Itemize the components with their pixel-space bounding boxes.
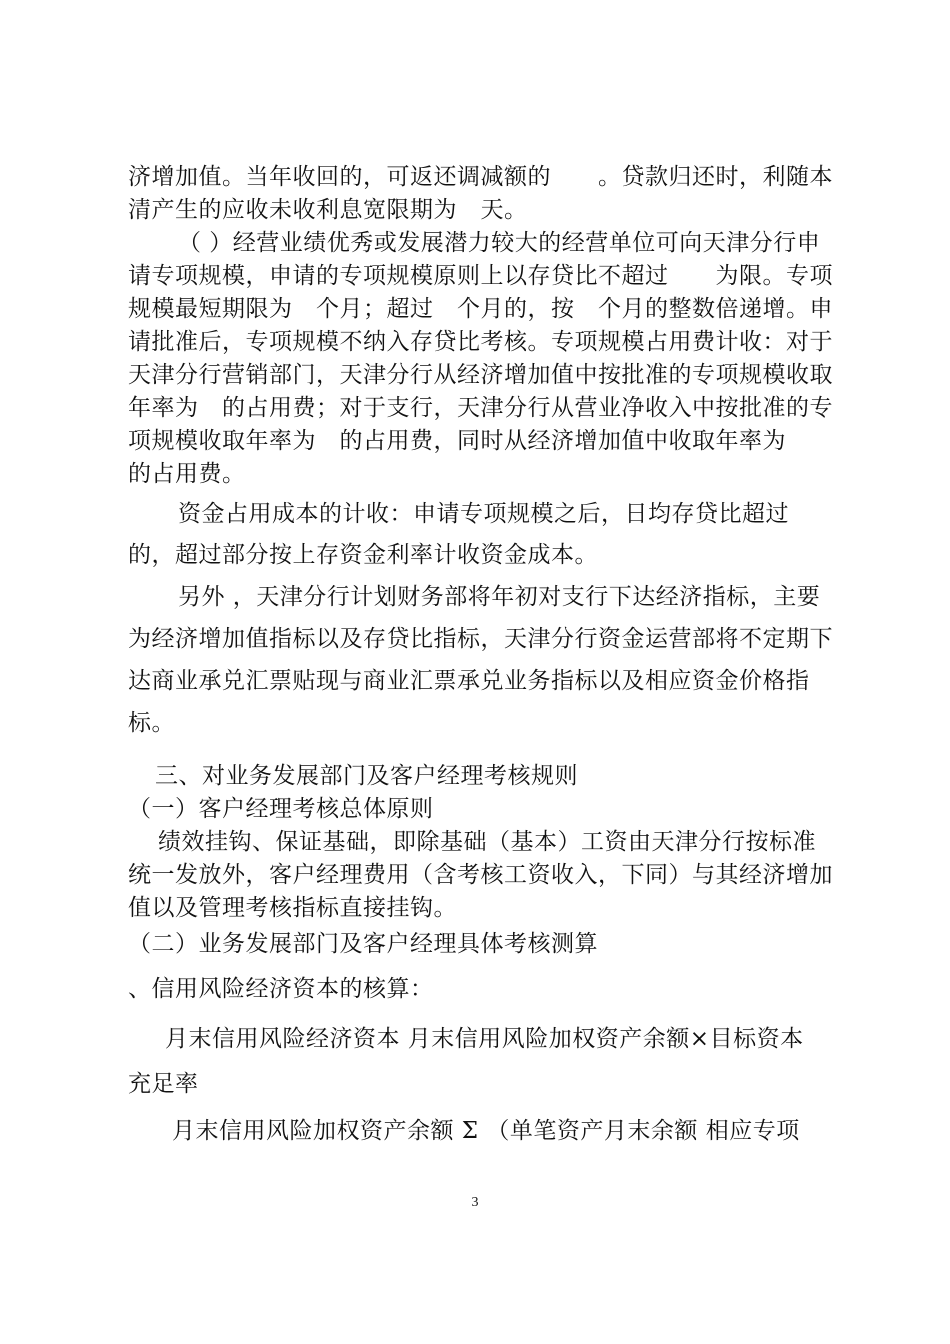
body-text-line-9: 项规模收取年率为 的占用费，同时从经济增加值中收取年率为 <box>128 428 786 454</box>
body-text-line-5: 规模最短期限为 个月；超过 个月的，按 个月的整数倍递增。申 <box>128 296 833 322</box>
subsection-heading-2: （二）业务发展部门及客户经理具体考核测算 <box>128 931 598 957</box>
section-heading-3: 三、对业务发展部门及客户经理考核规则 <box>155 763 578 789</box>
body-text-line-6: 请批准后，专项规模不纳入存贷比考核。专项规模占用费计收：对于 <box>128 329 833 355</box>
body-text-line-11: 资金占用成本的计收：申请专项规模之后，日均存贷比超过 <box>178 501 789 527</box>
body-text-line-8: 年率为 的占用费；对于支行，天津分行从营业净收入中按批准的专 <box>128 395 833 421</box>
body-text-line-1: 济增加值。当年收回的，可返还调减额的 。贷款归还时，利随本 <box>128 164 833 190</box>
body-text-line-3: （ ）经营业绩优秀或发展潜力较大的经营单位可向天津分行申 <box>178 230 821 256</box>
body-text-line-18: 统一发放外，客户经理费用（含考核工资收入，下同）与其经济增加 <box>128 862 833 888</box>
body-text-line-10: 的占用费。 <box>128 461 246 487</box>
body-text-line-20: 、信用风险经济资本的核算： <box>128 976 434 1002</box>
body-text-line-19: 值以及管理考核指标直接挂钩。 <box>128 895 457 921</box>
body-text-line-13: 另外 ，天津分行计划财务部将年初对支行下达经济指标，主要 <box>178 584 821 610</box>
page-number: 3 <box>471 1195 479 1210</box>
body-text-line-2: 清产生的应收未收利息宽限期为 天。 <box>128 197 528 223</box>
body-text-line-14: 为经济增加值指标以及存贷比指标，天津分行资金运营部将不定期下 <box>128 626 833 652</box>
formula-line-2: 月末信用风险加权资产余额 Σ （单笔资产月末余额 相应专项 <box>172 1118 800 1144</box>
body-text-line-4: 请专项规模，申请的专项规模原则上以存贷比不超过 为限。专项 <box>128 263 833 289</box>
body-text-line-12: 的，超过部分按上存资金利率计收资金成本。 <box>128 542 598 568</box>
body-text-line-7: 天津分行营销部门，天津分行从经济增加值中按批准的专项规模收取 <box>128 362 833 388</box>
formula-line-1-continued: 充足率 <box>128 1071 199 1097</box>
body-text-line-17: 绩效挂钩、保证基础，即除基础（基本）工资由天津分行按标准 <box>158 829 816 855</box>
subsection-heading-1: （一）客户经理考核总体原则 <box>128 796 434 822</box>
body-text-line-16: 标。 <box>128 710 175 736</box>
body-text-line-15: 达商业承兑汇票贴现与商业汇票承兑业务指标以及相应资金价格指 <box>128 668 810 694</box>
formula-line-1: 月末信用风险经济资本 月末信用风险加权资产余额×目标资本 <box>165 1026 804 1052</box>
